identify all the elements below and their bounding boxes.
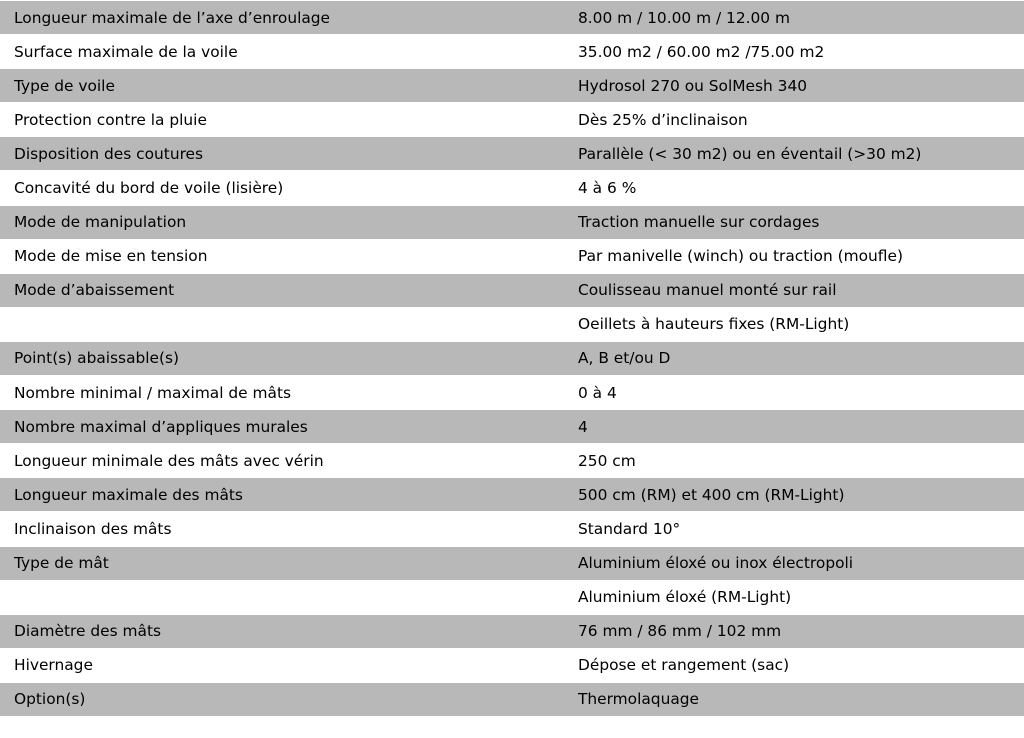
row-label: Longueur maximale de l’axe d’enroulage — [14, 8, 331, 27]
row-label: Protection contre la pluie — [14, 110, 207, 129]
row-value: Aluminium éloxé (RM-Light) — [578, 588, 792, 607]
row-value: Dépose et rangement (sac) — [578, 656, 790, 675]
table-row — [0, 615, 1024, 649]
row-value: Aluminium éloxé ou inox électropoli — [578, 554, 854, 573]
row-label: Type de voile — [14, 76, 115, 95]
row-label: Longueur maximale des mâts — [14, 485, 243, 504]
row-value: Coulisseau manuel monté sur rail — [578, 281, 837, 300]
table-row — [0, 308, 1024, 342]
row-value: Hydrosol 270 ou SolMesh 340 — [578, 76, 808, 95]
row-value: Par manivelle (winch) ou traction (moufle) — [578, 247, 903, 266]
table-row — [0, 1, 1024, 35]
table-row — [0, 240, 1024, 274]
row-label: Option(s) — [14, 690, 86, 709]
row-label: Nombre minimal / maximal de mâts — [14, 383, 292, 402]
row-label: Point(s) abaissable(s) — [14, 349, 180, 368]
table-row — [0, 342, 1024, 376]
row-value: 35.00 m2 / 60.00 m2 /75.00 m2 — [578, 42, 825, 61]
row-label: Diamètre des mâts — [14, 622, 162, 641]
row-value: Dès 25% d’inclinaison — [578, 110, 748, 129]
row-value: Oeillets à hauteurs fixes (RM-Light) — [578, 315, 850, 334]
row-label: Inclinaison des mâts — [14, 519, 172, 538]
table-row — [0, 444, 1024, 478]
row-value: 0 à 4 — [578, 383, 617, 402]
row-label: Surface maximale de la voile — [14, 42, 238, 61]
table-row — [0, 512, 1024, 546]
table-row — [0, 171, 1024, 205]
row-label: Hivernage — [14, 656, 93, 675]
row-value: 500 cm (RM) et 400 cm (RM-Light) — [578, 485, 845, 504]
row-label: Concavité du bord de voile (lisière) — [14, 179, 284, 198]
row-value: 4 — [578, 417, 588, 436]
row-label: Mode d’abaissement — [14, 281, 175, 300]
row-label: Nombre maximal d’appliques murales — [14, 417, 308, 436]
table-row — [0, 35, 1024, 69]
row-value: 8.00 m / 10.00 m / 12.00 m — [578, 8, 790, 27]
table-row — [0, 103, 1024, 137]
table-row — [0, 478, 1024, 512]
table-row — [0, 683, 1024, 717]
row-value: Standard 10° — [578, 519, 681, 538]
row-value: 76 mm / 86 mm / 102 mm — [578, 622, 782, 641]
row-value: Traction manuelle sur cordages — [578, 213, 820, 232]
table-row — [0, 410, 1024, 444]
table-row — [0, 137, 1024, 171]
row-value: A, B et/ou D — [578, 349, 671, 368]
table-row — [0, 206, 1024, 240]
row-label: Type de mât — [14, 554, 109, 573]
row-label: Disposition des coutures — [14, 144, 204, 163]
row-value: 250 cm — [578, 451, 636, 470]
row-label: Mode de mise en tension — [14, 247, 208, 266]
table-row — [0, 69, 1024, 103]
table-row — [0, 649, 1024, 683]
row-value: Thermolaquage — [578, 690, 699, 709]
row-value: Parallèle (< 30 m2) ou en éventail (>30 m2) — [578, 144, 922, 163]
row-label: Longueur minimale des mâts avec vérin — [14, 451, 324, 470]
table-row — [0, 581, 1024, 615]
table-row — [0, 376, 1024, 410]
row-value: 4 à 6 % — [578, 179, 637, 198]
table-row — [0, 274, 1024, 308]
row-label: Mode de manipulation — [14, 213, 187, 232]
table-row — [0, 547, 1024, 581]
